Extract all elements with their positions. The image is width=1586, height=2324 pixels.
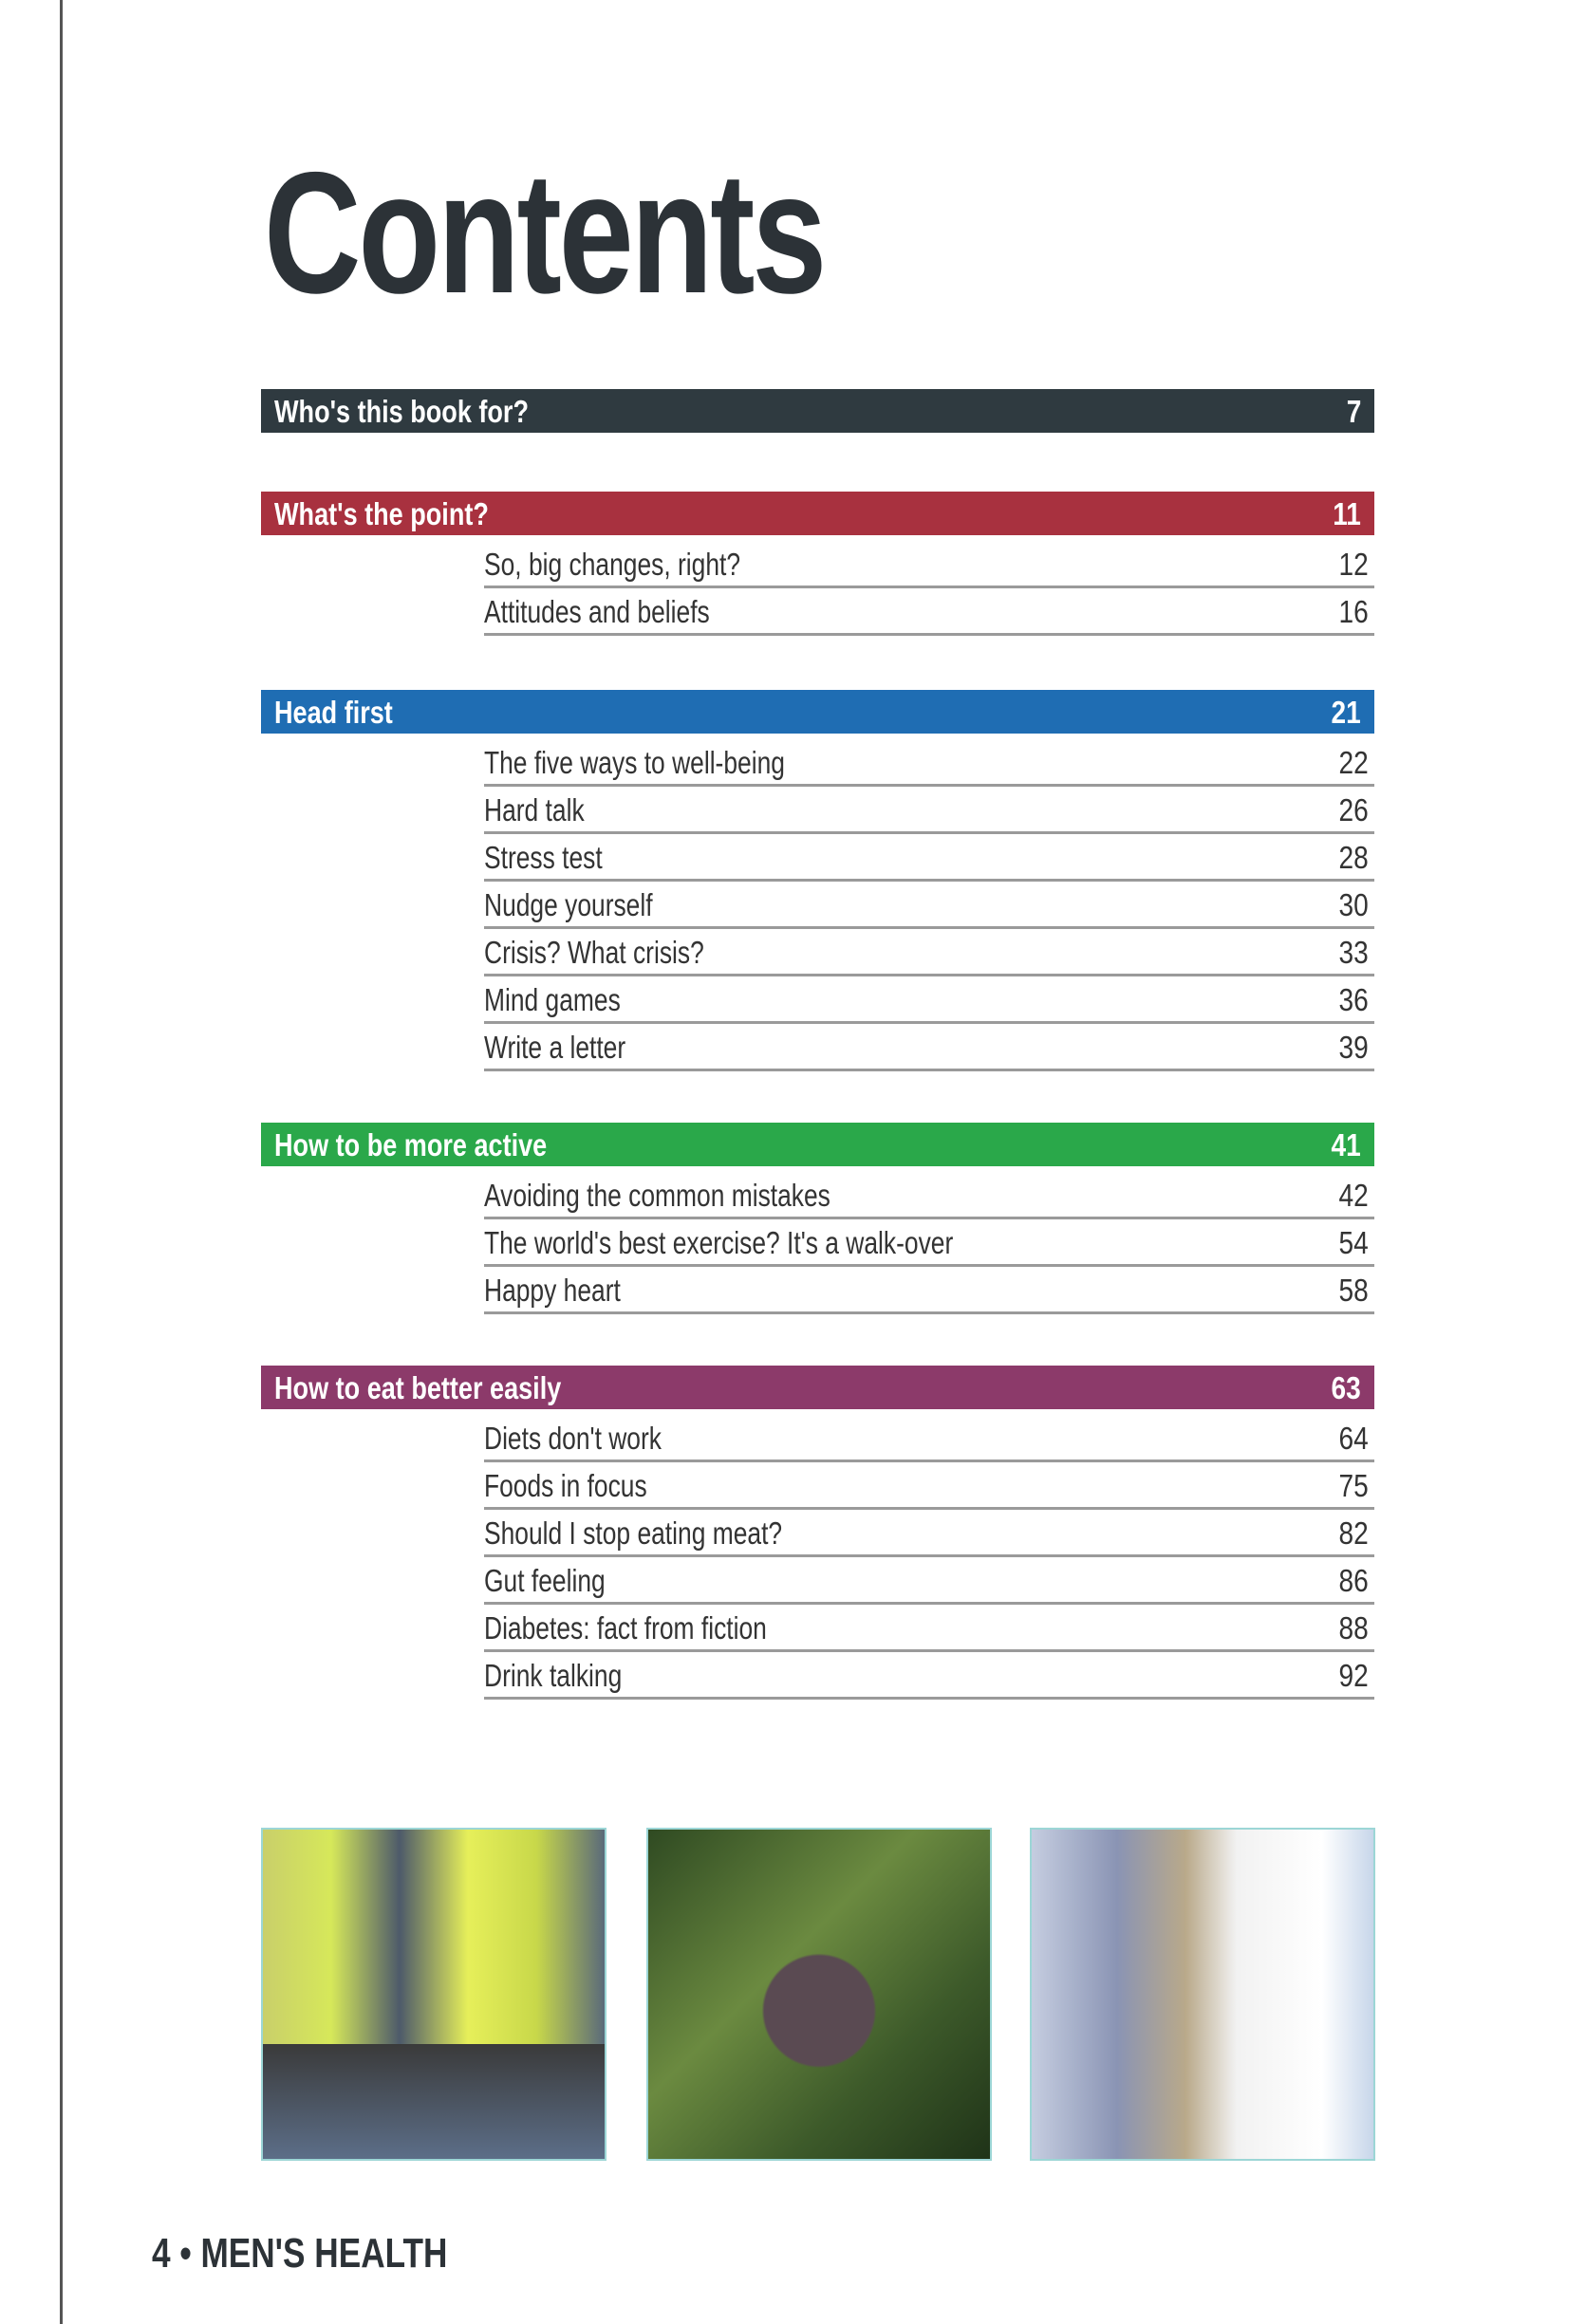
toc-entry[interactable] <box>484 588 1374 636</box>
toc-entry[interactable] <box>484 541 1374 588</box>
section-header[interactable] <box>261 690 1374 734</box>
entry-title: Should I stop eating meat? <box>484 1515 783 1551</box>
entry-page: 26 <box>1338 792 1369 827</box>
entry-page: 22 <box>1338 745 1369 780</box>
page-title: Contents <box>264 136 825 329</box>
toc-entry[interactable] <box>484 739 1374 787</box>
section-title: Head first <box>274 695 393 730</box>
entry-title: Stress test <box>484 840 603 875</box>
toc-entry[interactable] <box>484 787 1374 834</box>
section-header[interactable] <box>261 1366 1374 1409</box>
section-header[interactable] <box>261 1123 1374 1166</box>
entry-page: 82 <box>1338 1515 1369 1551</box>
entry-page: 39 <box>1338 1030 1369 1065</box>
entry-page: 42 <box>1338 1178 1369 1213</box>
section-title: Who's this book for? <box>274 394 529 429</box>
section-page: 11 <box>1333 496 1361 531</box>
toc-entry[interactable] <box>484 1172 1374 1219</box>
entry-title: Foods in focus <box>484 1468 647 1503</box>
entry-page: 64 <box>1338 1421 1369 1456</box>
toc-entry[interactable] <box>484 882 1374 929</box>
entry-title: Gut feeling <box>484 1563 606 1598</box>
entry-title: The five ways to well-being <box>484 745 785 780</box>
entry-title: Drink talking <box>484 1658 623 1693</box>
entry-page: 86 <box>1338 1563 1369 1598</box>
entry-title: Avoiding the common mistakes <box>484 1178 830 1213</box>
section-title: How to be more active <box>274 1127 548 1162</box>
photo-construction-workers <box>261 1828 606 2161</box>
entry-page: 33 <box>1338 935 1369 970</box>
photo-man-running <box>646 1828 992 2161</box>
entry-title: Crisis? What crisis? <box>484 935 704 970</box>
entry-page: 92 <box>1338 1658 1369 1693</box>
page-footer: 4 • MEN'S HEALTH <box>152 2230 448 2277</box>
entry-page: 12 <box>1338 547 1369 582</box>
section-title: How to eat better easily <box>274 1370 562 1405</box>
toc-entry[interactable] <box>484 1024 1374 1071</box>
toc-entry[interactable] <box>484 1652 1374 1700</box>
entry-page: 36 <box>1338 982 1369 1017</box>
entry-title: Write a letter <box>484 1030 626 1065</box>
entry-page: 54 <box>1338 1225 1369 1260</box>
toc-entry[interactable] <box>484 1267 1374 1314</box>
toc-entry[interactable] <box>484 834 1374 882</box>
entry-title: Diets don't work <box>484 1421 662 1456</box>
section-page: 41 <box>1331 1127 1361 1162</box>
entry-title: Happy heart <box>484 1273 621 1308</box>
entry-page: 58 <box>1338 1273 1369 1308</box>
entry-page: 75 <box>1338 1468 1369 1503</box>
toc-entry[interactable] <box>484 976 1374 1024</box>
section-page: 21 <box>1331 695 1361 730</box>
toc-entry[interactable] <box>484 1415 1374 1462</box>
section-title: What's the point? <box>274 496 489 531</box>
entry-page: 30 <box>1338 887 1369 922</box>
entry-title: Mind games <box>484 982 621 1017</box>
toc-entry[interactable] <box>484 1219 1374 1267</box>
toc-entry[interactable] <box>484 1557 1374 1605</box>
toc-entry[interactable] <box>484 1605 1374 1652</box>
entry-title: The world's best exercise? It's a walk-over <box>484 1225 954 1260</box>
section-header[interactable] <box>261 492 1374 535</box>
photo-doctor-checkup <box>1030 1828 1375 2161</box>
toc-entry[interactable] <box>484 1510 1374 1557</box>
entry-title: Hard talk <box>484 792 585 827</box>
entry-page: 16 <box>1338 594 1369 629</box>
entry-page: 88 <box>1338 1610 1369 1645</box>
section-header[interactable] <box>261 389 1374 433</box>
entry-page: 28 <box>1338 840 1369 875</box>
toc-entry[interactable] <box>484 1462 1374 1510</box>
entry-title: So, big changes, right? <box>484 547 741 582</box>
entry-title: Nudge yourself <box>484 887 653 922</box>
toc-entry[interactable] <box>484 929 1374 976</box>
entry-title: Attitudes and beliefs <box>484 594 710 629</box>
page-spine-line <box>60 0 63 2324</box>
section-page: 7 <box>1346 394 1361 429</box>
section-page: 63 <box>1331 1370 1361 1405</box>
entry-title: Diabetes: fact from fiction <box>484 1610 767 1645</box>
